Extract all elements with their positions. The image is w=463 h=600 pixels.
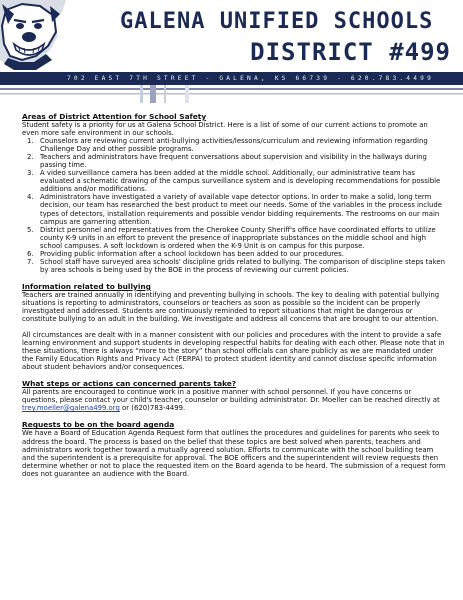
- list-number: 2.: [27, 153, 34, 162]
- list-item: [22, 169, 446, 193]
- list-item-text: Providing public information after a school lockdown has been added to our procedures.: [40, 249, 344, 258]
- list-item: [22, 226, 446, 250]
- list-item: [22, 258, 446, 274]
- spacer: [22, 371, 446, 379]
- list-item-text: A video surveillance camera has been added at the middle school. Additionally, our administrative team has evaluated a schematic drawing of the campus surveillance system and is developing recommendations for possible additions and/or modifications.: [40, 169, 441, 194]
- letter-body: [22, 112, 446, 478]
- list-number: 6.: [27, 249, 34, 258]
- parent-steps-phone-text: or (620)783-4499.: [119, 404, 186, 413]
- list-number: 5.: [27, 225, 34, 234]
- spacer: [22, 412, 446, 420]
- list-item-text: Teachers and administrators have frequent conversations about supervision and visibility in the hallways during passing time.: [40, 153, 427, 170]
- section-heading-board-agenda: Requests to be on the board agenda: [22, 420, 175, 430]
- superintendent-email-link[interactable]: trey.moeller@galena499.org: [22, 404, 120, 413]
- list-item-text: Counselors are reviewing current anti-bullying activities/lessons/curriculum and reviewing information regarding Challenge Day and other possible programs.: [40, 137, 428, 154]
- safety-action-list: [22, 137, 446, 274]
- list-item-text: School staff have surveyed area schools' discipline grids related to bullying. The comparison of discipline steps taken by area schools is being used by the BOE in the process of reviewing our current policies.: [40, 257, 445, 274]
- list-item-text: District personnel and representatives from the Cherokee County Sheriff's office have coordinated efforts to utilize county K-9 units in an effort to prevent the presence of inappropriate substances on the middle school and high school campuses. A soft lockdown is ordered when the K-9 Unit is on campus for this purpose.: [40, 225, 436, 250]
- parent-steps-paragraph: [22, 388, 446, 412]
- spacer: [22, 323, 446, 331]
- list-item: [22, 193, 446, 225]
- board-agenda-paragraph: We have a Board of Education Agenda Request form that outlines the procedures and guidelines for parents who seek to address the board. The process is based on the belief that these topics are best solved when parents, teachers and administrators work together toward a mutually agreed solution. Efforts to communicate with the school building team and the superintendent is a prerequisite for approval. The BOE officers and the superintendent will review requests then determine whether or not to place the requested item on the Board agenda to be heard. The submission of a request form does not guarantee an audience with the Board.: [22, 429, 446, 478]
- list-item: [22, 153, 446, 169]
- list-number: 4.: [27, 193, 34, 202]
- list-item: [22, 137, 446, 153]
- letterhead: [0, 0, 463, 103]
- list-number: 7.: [27, 257, 34, 266]
- bullying-paragraph-2: All circumstances are dealt with in a manner consistent with our policies and procedures with the intent to provide a safe learning environment and support students in developing respectful habits for dealing with each other. Please note that in these situations, there is always “more to the story” than school officials can share publicly as we are mandated under the Family Education Rights and Privacy Act (FERPA) to protect student identity and cannot disclose specific information about student behaviors and/or consequences.: [22, 331, 445, 372]
- bullying-paragraph-1: Teachers are trained annually in identifying and preventing bullying in schools. The key to dealing with potential bullying situations is reporting to administrators, counselors or teachers as soon as possible so the incident can be properly investigated and addressed. Students are continuously reminded to report situations that might be dangerous or constitute bullying to an adult in the building. We investigate and address all concerns that are brought to our attention.: [22, 290, 440, 324]
- list-number: 1.: [27, 137, 34, 146]
- parent-steps-text: All parents are encouraged to continue work in a positive manner with school personnel. If you have concerns or questions, please contact your child's teacher, counselor or building administrator. Dr. Moeller can be reached directly at: [22, 388, 440, 405]
- spacer: [22, 274, 446, 282]
- district-title-line1: GALENA UNIFIED SCHOOLS: [120, 9, 434, 34]
- district-title-line2: DISTRICT #499: [250, 38, 451, 66]
- section-heading-bullying: Information related to bullying: [22, 281, 151, 291]
- list-number: 3.: [27, 169, 34, 178]
- list-item-text: Administrators have investigated a variety of available vape detector options. In order to make a solid, long term decision, our team has researched the best product to meet our needs. Some of the variables in the process include types of detectors, installation requirements and possible vendor bidding requirements. The restrooms on our main campus are garnering attention.: [40, 193, 442, 226]
- district-address: 702 EAST 7TH STREET - GALENA, KS 66739 - 620.783.4499: [66, 75, 435, 82]
- section-heading-school-safety: Areas of District Attention for School Safety: [22, 112, 207, 121]
- school-safety-intro: Student safety is a priority for us at Galena School District. Here is a list of some of our current actions to promote an even more safe environment in our schools.: [22, 121, 428, 138]
- list-item: [22, 250, 446, 258]
- bulldog-mascot-icon: [0, 0, 66, 72]
- decorative-stripes: [0, 85, 463, 103]
- section-heading-parent-steps: What steps or actions can concerned parents take?: [22, 379, 237, 389]
